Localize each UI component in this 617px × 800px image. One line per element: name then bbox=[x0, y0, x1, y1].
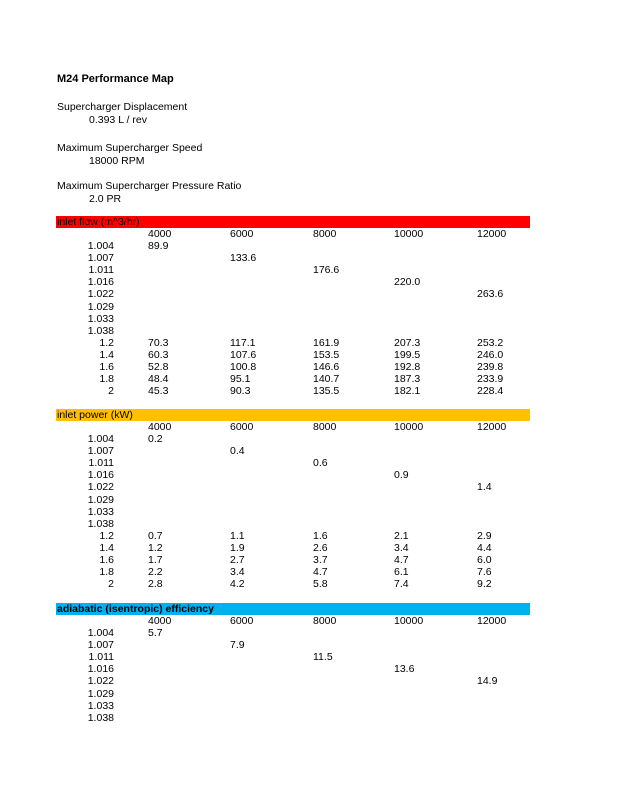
table-cell: 253.2 bbox=[477, 336, 504, 349]
spec-label-displacement: Supercharger Displacement bbox=[57, 101, 188, 113]
page-title: M24 Performance Map bbox=[57, 73, 174, 85]
table-cell: 0.7 bbox=[148, 529, 163, 542]
table-cell: 239.8 bbox=[477, 361, 504, 373]
column-header: 10000 bbox=[394, 615, 424, 627]
table-cell: 3.4 bbox=[394, 541, 409, 554]
row-label: 1.6 bbox=[99, 361, 114, 373]
table-cell: 89.9 bbox=[148, 240, 169, 252]
table-cell: 48.4 bbox=[148, 373, 169, 386]
table-cell: 4.7 bbox=[313, 566, 328, 579]
column-header: 12000 bbox=[477, 615, 507, 627]
table-cell: 95.1 bbox=[230, 373, 251, 386]
row-label: 1.4 bbox=[99, 541, 114, 554]
table-cell: 1.9 bbox=[230, 541, 245, 554]
row-label: 1.022 bbox=[87, 481, 114, 494]
spec-label-speed: Maximum Supercharger Speed bbox=[57, 142, 203, 154]
row-label: 1.007 bbox=[87, 639, 114, 652]
table-cell: 192.8 bbox=[394, 361, 421, 373]
table-cell: 60.3 bbox=[148, 348, 169, 361]
row-label: 1.022 bbox=[87, 675, 114, 688]
table-cell: 135.5 bbox=[313, 385, 340, 398]
table-cell: 0.4 bbox=[230, 445, 245, 458]
table-cell: 1.1 bbox=[230, 529, 245, 542]
row-label: 2 bbox=[108, 385, 114, 398]
column-header: 10000 bbox=[394, 228, 424, 240]
table-cell: 140.7 bbox=[313, 373, 340, 386]
table-cell: 233.9 bbox=[477, 373, 504, 386]
table-cell: 5.7 bbox=[148, 627, 163, 639]
row-label: 1.022 bbox=[87, 288, 114, 301]
table-cell: 11.5 bbox=[313, 651, 333, 664]
table-cell: 13.6 bbox=[394, 663, 415, 676]
table-cell: 263.6 bbox=[477, 288, 504, 301]
table-cell: 3.4 bbox=[230, 566, 245, 579]
table-cell: 1.7 bbox=[148, 554, 163, 566]
table-cell: 7.9 bbox=[230, 639, 245, 652]
row-label: 1.011 bbox=[88, 264, 114, 277]
row-label: 1.029 bbox=[87, 300, 114, 313]
column-header: 8000 bbox=[313, 421, 337, 433]
column-header: 6000 bbox=[230, 421, 254, 433]
row-label: 1.007 bbox=[87, 252, 114, 265]
column-header: 6000 bbox=[230, 615, 254, 627]
column-header: 4000 bbox=[148, 228, 172, 240]
column-header: 4000 bbox=[148, 421, 172, 433]
table-cell: 107.6 bbox=[230, 348, 257, 361]
table-cell: 0.2 bbox=[148, 433, 163, 445]
table-cell: 176.6 bbox=[313, 264, 340, 277]
table-cell: 1.4 bbox=[477, 481, 492, 494]
table-cell: 187.3 bbox=[394, 373, 421, 386]
row-label: 1.004 bbox=[87, 240, 114, 252]
table-cell: 4.4 bbox=[477, 541, 492, 554]
table-cell: 2.8 bbox=[148, 578, 163, 591]
table-cell: 3.7 bbox=[313, 554, 328, 566]
table-cell: 133.6 bbox=[230, 252, 257, 265]
table-cell: 228.4 bbox=[477, 385, 504, 398]
table-cell: 2.1 bbox=[394, 529, 409, 542]
table-cell: 182.1 bbox=[394, 385, 421, 398]
section-header-label: adiabatic (isentropic) efficiency bbox=[57, 603, 214, 615]
table-cell: 4.7 bbox=[394, 554, 409, 566]
column-header: 12000 bbox=[477, 421, 507, 433]
table-cell: 45.3 bbox=[148, 385, 169, 398]
table-cell: 146.6 bbox=[313, 361, 340, 373]
column-header: 8000 bbox=[313, 228, 337, 240]
row-label: 1.016 bbox=[87, 469, 114, 482]
column-header: 4000 bbox=[148, 615, 172, 627]
table-cell: 6.0 bbox=[477, 554, 492, 566]
row-label: 1.029 bbox=[87, 687, 114, 700]
column-header: 10000 bbox=[394, 421, 424, 433]
row-label: 1.2 bbox=[99, 529, 114, 542]
table-cell: 161.9 bbox=[313, 336, 340, 349]
table-cell: 153.5 bbox=[313, 348, 340, 361]
table-cell: 2.9 bbox=[477, 529, 492, 542]
row-label: 1.029 bbox=[87, 493, 114, 506]
table-cell: 70.3 bbox=[148, 336, 169, 349]
spec-value-displacement: 0.393 L / rev bbox=[89, 114, 147, 126]
section-header bbox=[56, 603, 530, 615]
spec-label-pressure-ratio: Maximum Supercharger Pressure Ratio bbox=[57, 180, 242, 192]
row-label: 1.6 bbox=[99, 554, 114, 566]
table-cell: 6.1 bbox=[394, 566, 409, 579]
table-cell: 199.5 bbox=[394, 348, 421, 361]
row-label: 1.004 bbox=[87, 627, 114, 639]
table-cell: 90.3 bbox=[230, 385, 251, 398]
row-label: 1.038 bbox=[87, 517, 114, 530]
table-cell: 5.8 bbox=[313, 578, 328, 591]
row-label: 1.4 bbox=[99, 348, 114, 361]
table-cell: 4.2 bbox=[230, 578, 245, 591]
row-label: 1.2 bbox=[99, 336, 114, 349]
row-label: 1.038 bbox=[87, 711, 114, 724]
table-cell: 246.0 bbox=[477, 348, 504, 361]
section-header-label: inlet flow (m^3/hr) bbox=[57, 216, 140, 228]
row-label: 2 bbox=[108, 578, 114, 591]
row-label: 1.033 bbox=[87, 699, 114, 712]
table-cell: 7.4 bbox=[394, 578, 409, 591]
spec-value-pressure-ratio: 2.0 PR bbox=[89, 193, 122, 205]
table-cell: 117.1 bbox=[230, 336, 256, 349]
row-label: 1.038 bbox=[87, 324, 114, 337]
row-label: 1.016 bbox=[87, 276, 114, 289]
row-label: 1.8 bbox=[99, 566, 114, 579]
row-label: 1.011 bbox=[88, 457, 114, 470]
table-cell: 207.3 bbox=[394, 336, 421, 349]
section-header bbox=[56, 216, 530, 228]
table-cell: 0.9 bbox=[394, 469, 409, 482]
row-label: 1.007 bbox=[87, 445, 114, 458]
row-label: 1.004 bbox=[87, 433, 114, 445]
column-header: 12000 bbox=[477, 228, 507, 240]
row-label: 1.016 bbox=[87, 663, 114, 676]
table-cell: 1.2 bbox=[148, 541, 163, 554]
section-header-label: inlet power (kW) bbox=[57, 409, 133, 421]
table-cell: 100.8 bbox=[230, 361, 257, 373]
column-header: 8000 bbox=[313, 615, 337, 627]
column-header: 6000 bbox=[230, 228, 254, 240]
row-label: 1.011 bbox=[88, 651, 114, 664]
table-cell: 2.6 bbox=[313, 541, 328, 554]
row-label: 1.033 bbox=[87, 312, 114, 325]
table-cell: 2.7 bbox=[230, 554, 245, 566]
spec-value-speed: 18000 RPM bbox=[89, 155, 145, 167]
table-cell: 220.0 bbox=[394, 276, 421, 289]
section-header bbox=[56, 409, 530, 421]
table-cell: 2.2 bbox=[148, 566, 163, 579]
table-cell: 0.6 bbox=[313, 457, 328, 470]
table-cell: 1.6 bbox=[313, 529, 328, 542]
row-label: 1.033 bbox=[87, 505, 114, 518]
table-cell: 52.8 bbox=[148, 361, 169, 373]
table-cell: 9.2 bbox=[477, 578, 492, 591]
table-cell: 14.9 bbox=[477, 675, 498, 688]
table-cell: 7.6 bbox=[477, 566, 492, 579]
row-label: 1.8 bbox=[99, 373, 114, 386]
